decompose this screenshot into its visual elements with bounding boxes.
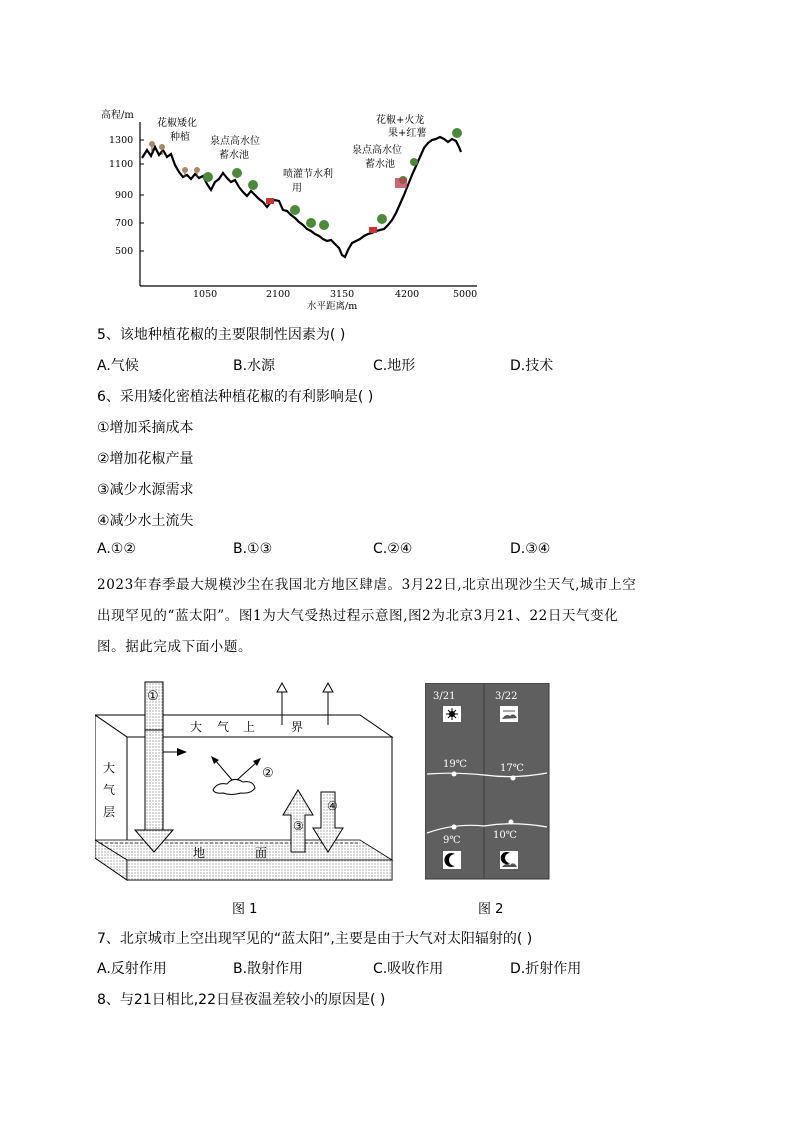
label-pepper-dragon: 花椒+火龙 xyxy=(376,115,425,126)
passage-line-3: 图。据此完成下面小题。 xyxy=(97,639,253,655)
q5-option-d[interactable]: D.技术 xyxy=(510,358,554,374)
low-temp-label: 9℃ xyxy=(443,835,461,846)
label-spring-pool-right: 泉点高水位 xyxy=(352,145,402,156)
pepper-tree-icon xyxy=(149,141,200,177)
q6-statement-4: ④减少水土流失 xyxy=(97,513,194,529)
q5-option-b[interactable]: B.水源 xyxy=(233,358,276,374)
y-tick-label: 700 xyxy=(115,218,134,229)
q5-option-a[interactable]: A.气候 xyxy=(97,358,139,374)
figure-2-caption: 图 2 xyxy=(478,902,504,917)
label-spring-pool-left-2: 蓄水池 xyxy=(219,150,249,161)
q7-option-d[interactable]: D.折射作用 xyxy=(510,961,582,977)
q7-option-a[interactable]: A.反射作用 xyxy=(97,961,167,977)
q6-option-b[interactable]: B.①③ xyxy=(233,541,273,557)
y-tick-label: 1100 xyxy=(109,159,134,170)
upper-boundary-char: 气 xyxy=(217,720,230,734)
passage-line-2: 出现罕见的“蓝太阳”。图1为大气受热过程示意图,图2为北京3月21、22日天气变化 xyxy=(97,608,619,624)
marker-2: ② xyxy=(262,766,274,781)
x-tick-label: 1050 xyxy=(193,289,218,300)
q6-statement-3: ③减少水源需求 xyxy=(97,482,194,498)
q6-statement-2: ②增加花椒产量 xyxy=(97,451,194,467)
passage-line-1: 2023年春季最大规模沙尘在我国北方地区肆虐。3月22日,北京出现沙尘天气,城市上空 xyxy=(97,577,637,593)
question-5-stem: 5、该地种植花椒的主要限制性因素为( ) xyxy=(97,327,346,343)
question-8-stem: 8、与21日相比,22日昼夜温差较小的原因是( ) xyxy=(97,992,386,1008)
y-tick-label: 500 xyxy=(115,246,134,257)
x-tick-label: 4200 xyxy=(395,289,420,300)
marker-4: ④ xyxy=(327,799,338,813)
figure-1-caption: 图 1 xyxy=(232,902,258,917)
house-icon xyxy=(266,178,407,233)
y-axis-label: 高程/m xyxy=(101,110,134,121)
label-spring-pool-left: 泉点高水位 xyxy=(210,136,260,147)
figure-2-weather-panel xyxy=(425,683,551,881)
y-tick-label: 900 xyxy=(115,190,134,201)
q6-option-d[interactable]: D.③④ xyxy=(510,541,551,557)
atmosphere-layer-char: 层 xyxy=(103,805,116,819)
q7-option-c[interactable]: C.吸收作用 xyxy=(373,961,444,977)
figure-1-atmosphere-heating xyxy=(95,680,400,885)
q6-option-c[interactable]: C.②④ xyxy=(373,541,413,557)
label-irrigation-2: 用 xyxy=(292,183,302,194)
question-6-stem: 6、采用矮化密植法种植花椒的有利影响是( ) xyxy=(97,389,374,405)
marker-3: ③ xyxy=(293,819,304,833)
q6-statement-1: ①增加采摘成本 xyxy=(97,420,194,436)
q7-option-b[interactable]: B.散射作用 xyxy=(233,961,304,977)
terrain-profile-line xyxy=(142,137,461,257)
upper-boundary-char: 大 xyxy=(190,720,203,734)
x-tick-label: 2100 xyxy=(266,289,291,300)
moon-dust-icon xyxy=(500,851,518,869)
sun-icon xyxy=(443,706,461,722)
elevation-profile-figure xyxy=(95,100,495,315)
date-label: 3/21 xyxy=(433,691,456,702)
ground-char: 面 xyxy=(255,846,268,860)
high-temp-label: 17℃ xyxy=(500,763,524,774)
atmosphere-layer-char: 气 xyxy=(103,783,116,797)
atmosphere-layer-char: 大 xyxy=(103,761,116,775)
label-pepper-dwarf-2: 种植 xyxy=(170,132,190,143)
x-axis-label: 水平距离/m xyxy=(307,301,358,312)
sand-dust-icon xyxy=(500,706,518,722)
q5-option-c[interactable]: C.地形 xyxy=(373,358,416,374)
label-pepper-dragon-2: 果+红薯 xyxy=(388,128,427,139)
high-temp-label: 19℃ xyxy=(443,759,467,770)
label-irrigation: 喷灌节水利 xyxy=(283,169,333,180)
question-7-stem: 7、北京城市上空出现罕见的“蓝太阳”,主要是由于大气对太阳辐射的( ) xyxy=(97,931,533,947)
ground-char: 地 xyxy=(193,846,206,860)
y-tick-label: 1300 xyxy=(109,135,134,146)
date-label: 3/22 xyxy=(495,691,518,702)
x-tick-label: 3150 xyxy=(330,289,355,300)
x-tick-label: 5000 xyxy=(453,289,478,300)
label-spring-pool-right-2: 蓄水池 xyxy=(365,159,395,170)
low-temp-label: 10℃ xyxy=(493,830,517,841)
upper-boundary-char: 界 xyxy=(291,720,304,734)
q6-option-a[interactable]: A.①② xyxy=(97,541,136,557)
marker-1: ① xyxy=(147,689,159,704)
moon-icon xyxy=(443,851,461,869)
upper-boundary-char: 上 xyxy=(243,720,256,734)
label-pepper-dwarf: 花椒矮化 xyxy=(157,118,197,129)
